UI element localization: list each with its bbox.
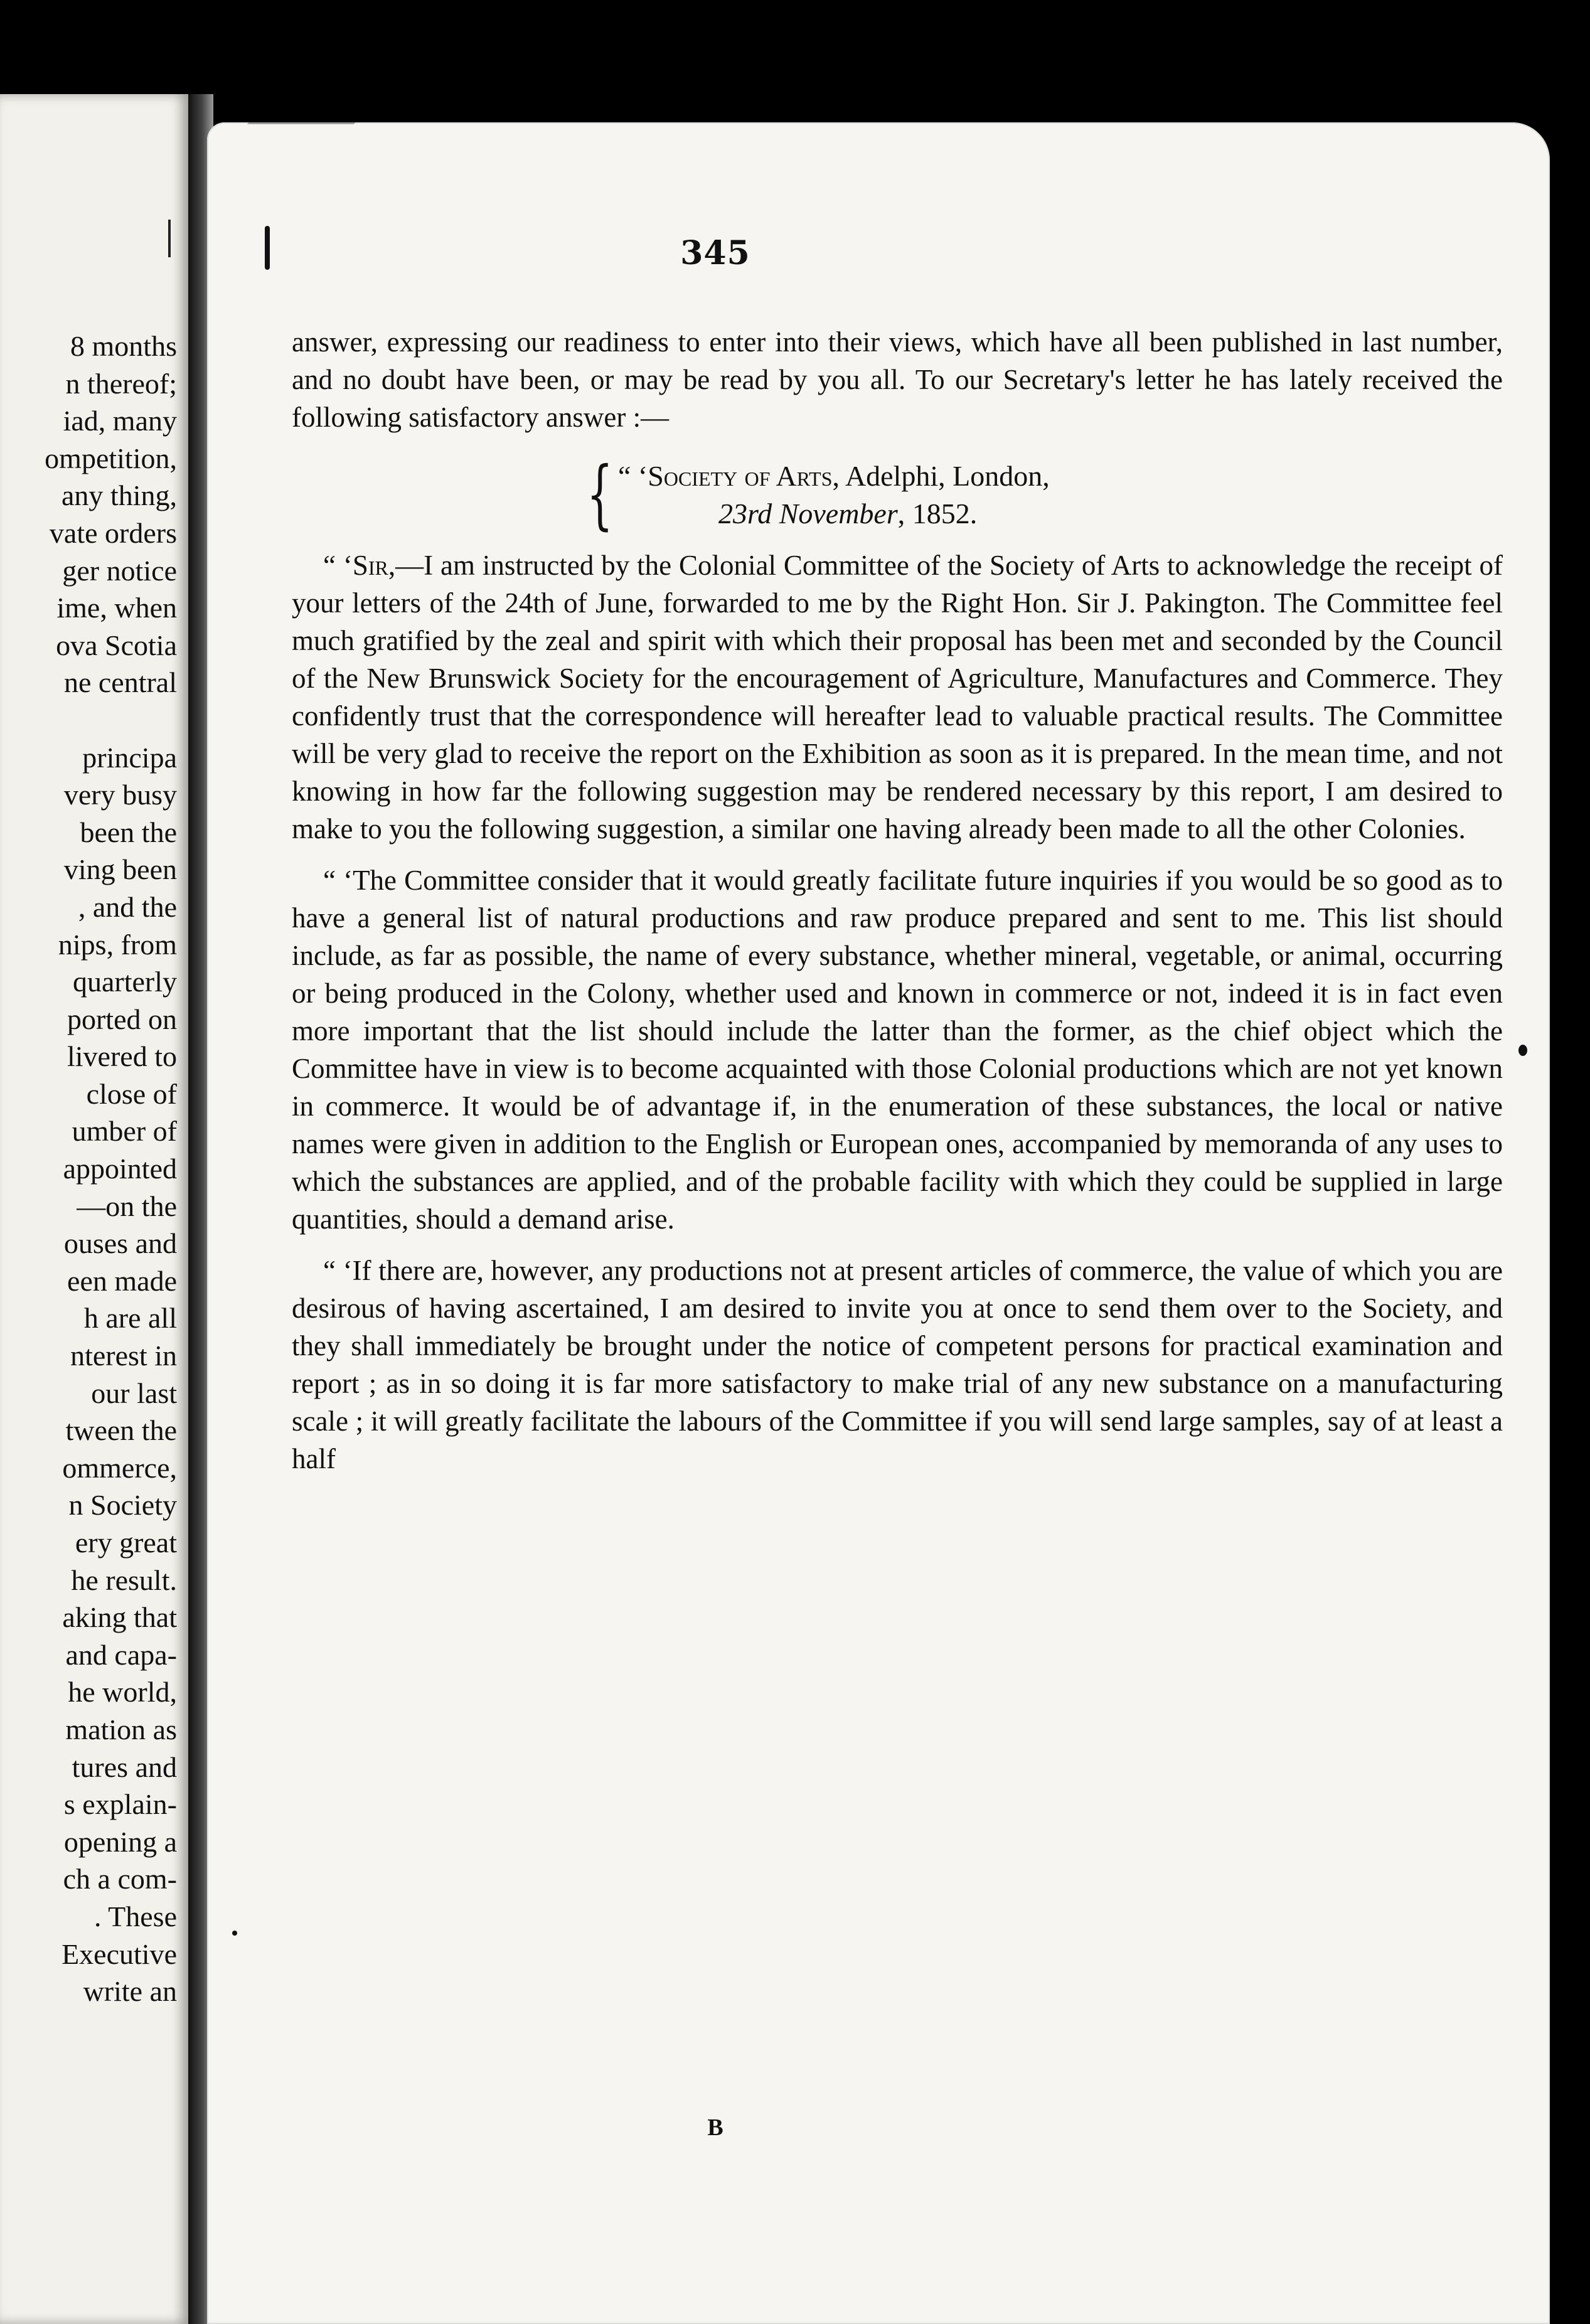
right-page [207, 122, 1550, 2324]
paragraph-committee: “ ‘The Committee consider that it would greatly facilitate future inquiries if you would be so good as to have a general list of natural productions and raw produce prepared and sent to me. This list should include, as far as possible, the name of every substance, whether mineral, vegetable, or animal, occurring or being produced in the Colony, whether used and known in commerce or not, indeed it is in fact even more important that the list should include the latter than the former, as the chief object which the Committee have in view is to become acquainted with those Colonial productions which are not yet known in commerce. It would be of advantage if, in the enumeration of these substances, the local or native names were given in addition to the English or European ones, accompanied by memoranda of any uses to which the substances are applied, and of the probable facility with which they could be supplied in large quantities, should a demand arise. [292, 865, 1503, 1235]
stray-ink-dot [232, 1931, 237, 1936]
left-page-line: tures and [72, 1751, 177, 1783]
left-page-line: ger notice [62, 554, 177, 587]
left-page-line: principa [82, 741, 177, 774]
left-facing-page [0, 94, 188, 2324]
paragraph-intro: answer, expressing our readiness to enter into their views, which have all been published in last number, and no doubt have been, or may be read by you all. To our Secretary's letter he has lately received the following satisfactory answer :— [292, 326, 1503, 433]
page-edge-mark [168, 220, 171, 257]
left-page-line: ime, when [56, 592, 177, 624]
left-page-line: opening a [63, 1825, 177, 1858]
left-page-line: ova Scotia [56, 629, 177, 661]
left-page-line: n thereof; [65, 367, 177, 400]
left-page-line [45, 701, 177, 739]
left-page-line: ported on [67, 1003, 177, 1035]
left-page-line: tween the [65, 1414, 177, 1447]
left-page-line: iad, many [63, 405, 177, 437]
salutation: Sir [352, 550, 388, 581]
left-page-line: ving been [63, 853, 177, 886]
left-page-line: our last [91, 1377, 177, 1409]
left-page-line: quarterly [72, 966, 177, 998]
paragraph-sir: “ ‘Sir,—I am instructed by the Colonial Committee of the Society of Arts to acknowledge the receipt of your letters of the 24th of June, forwarded to me by the Right Hon. Sir J. Pakington. The Committee feel much gratified by the zeal and spirit with which their proposal has been met and seconded by the Council of the New Brunswick Society for the encouragement of Agriculture, Manufactures and Commerce. They confidently trust that the correspondence will hereafter lead to valuable practical results. The Committee will be very glad to receive the report on the Exhibition as soon as it is prepared. In the mean time, and not knowing in how far the following suggestion may be rendered necessary by this report, I am desired to make to you the following suggestion, a similar one having already been made to all the other Colonies. [292, 550, 1503, 845]
left-page-line: vate orders [49, 516, 177, 549]
paragraph-productions: “ ‘If there are, however, any productions not at present articles of commerce, the value of which you are desirous of having ascertained, I am desired to invite you at once to send them over to the Society, and they shall immediately be brought under the notice of competent persons for practical examination and report ; as in so doing it is far more satisfactory to make trial of any new substance on a manufacturing scale ; it will greatly facilitate the labours of the Committee if you will send large samples, say of at least a half [292, 1255, 1503, 1474]
left-page-line: and capa- [65, 1638, 177, 1671]
left-page-line: n Society [68, 1489, 177, 1522]
left-page-line: ouses and [63, 1227, 177, 1260]
left-page-line: appointed [63, 1153, 177, 1185]
society-name: Society of Arts [648, 460, 833, 492]
left-page-line: nips, from [58, 928, 177, 961]
left-page-line: ne central [63, 666, 177, 699]
page-body [292, 323, 1503, 1478]
left-page-line: he world, [68, 1676, 177, 1708]
address-line-2: 23rd November, 1852. [718, 498, 978, 530]
left-page-line: write an [83, 1975, 177, 2008]
margin-dot [1518, 1045, 1527, 1056]
left-page-line: umber of [72, 1115, 177, 1148]
left-page-line: very busy [63, 779, 177, 811]
letter-date: 23rd November [718, 498, 898, 530]
left-page-line: 8 months [70, 330, 177, 362]
left-page-line: been the [80, 816, 177, 848]
address-line-1: “ ‘Society of Arts, Adelphi, London, [618, 460, 1050, 492]
left-page-line: —on the [77, 1190, 177, 1222]
left-page-line: livered to [67, 1040, 177, 1073]
left-page-text-column [45, 328, 177, 2010]
signature-mark: B [707, 2114, 723, 2141]
address-brace: { [587, 451, 613, 538]
left-page-line: Executive [61, 1938, 177, 1970]
left-page-line: any thing, [61, 479, 177, 512]
left-page-line: ommerce, [62, 1451, 177, 1484]
left-page-line: h are all [83, 1302, 177, 1335]
left-page-line: , and the [78, 890, 177, 923]
left-page-line: een made [67, 1264, 177, 1297]
left-page-line: ch a com- [63, 1863, 177, 1895]
left-page-line: aking that [62, 1601, 177, 1634]
page-number: 345 [680, 234, 750, 272]
letter-address-block [292, 451, 1503, 538]
left-page-line: mation as [65, 1713, 177, 1746]
left-page-line: he result. [71, 1564, 177, 1596]
left-page-line: close of [86, 1077, 177, 1110]
left-page-line: s explain- [63, 1788, 177, 1821]
left-page-line: ery great [75, 1527, 177, 1559]
left-page-line: . These [93, 1900, 177, 1932]
page-corner-fold [216, 122, 356, 162]
left-page-line: ompetition, [45, 442, 177, 474]
left-page-line: nterest in [70, 1340, 177, 1372]
